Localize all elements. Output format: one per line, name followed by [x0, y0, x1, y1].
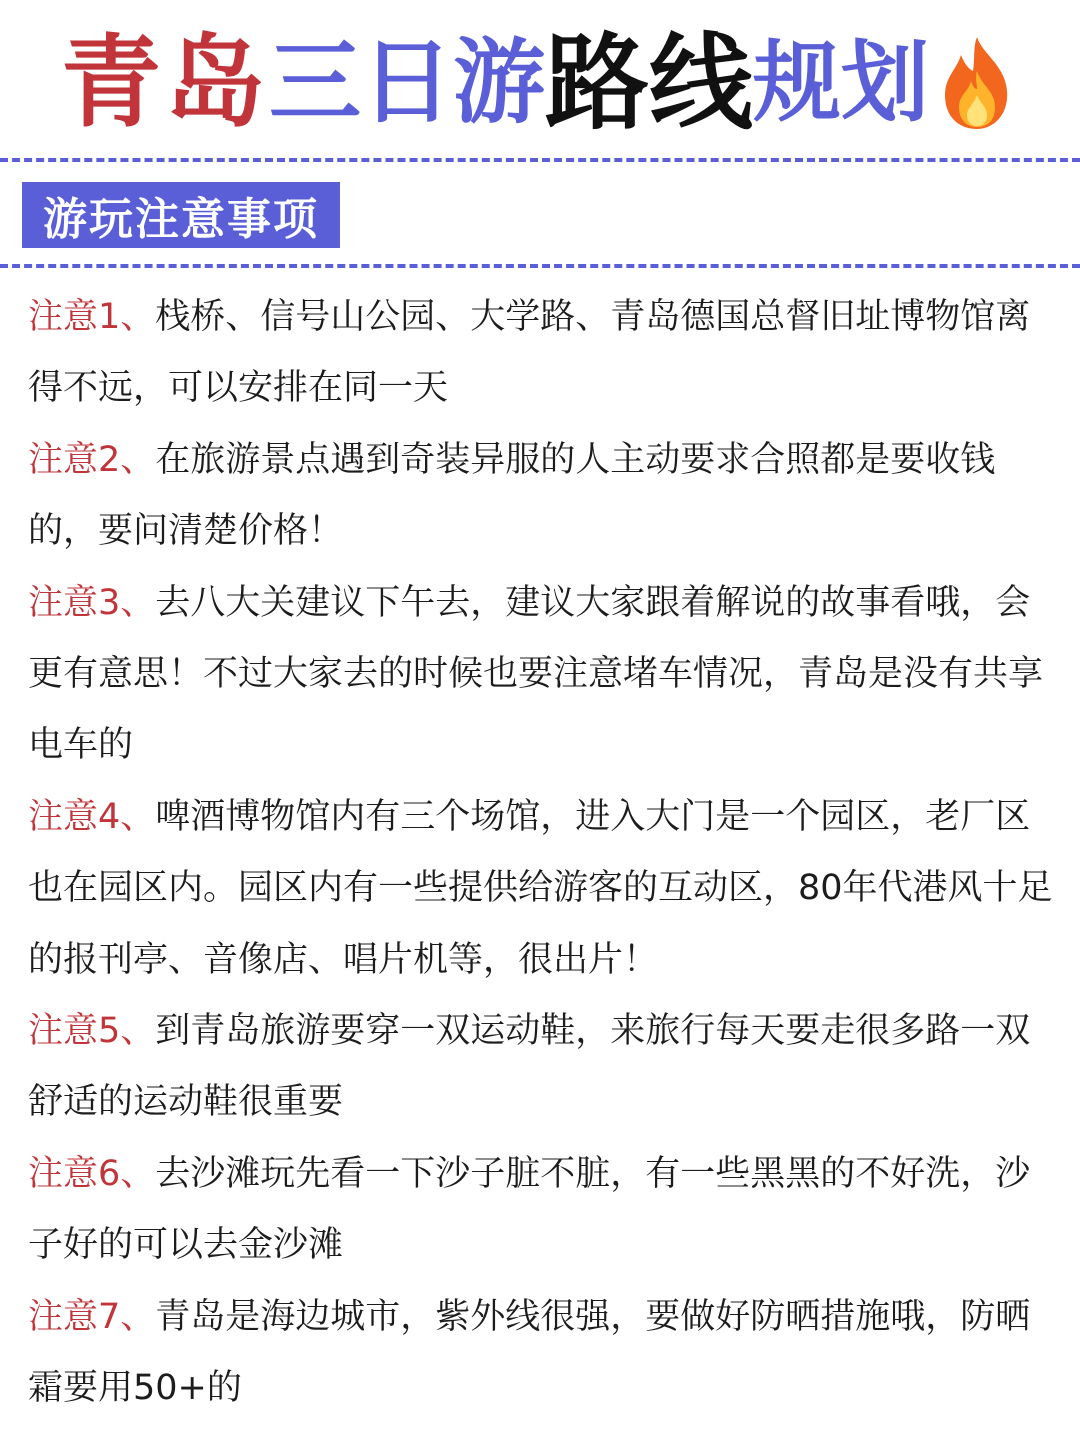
title-plan: 规划 — [753, 31, 930, 134]
note-label: 注意3、 — [28, 582, 156, 623]
note-text: 啤酒博物馆内有三个场馆，进入大门是一个园区，老厂区也在园区内。园区内有一些提供给游客的互动区，80年代港风十足的报刊亭、音像店、唱片机等，很出片！ — [28, 796, 1053, 980]
fire-icon — [935, 33, 1019, 133]
note-text: 栈桥、信号山公园、大学路、青岛德国总督旧址博物馆离得不远，可以安排在同一天 — [28, 297, 1031, 409]
note-item — [28, 1139, 1060, 1282]
note-item — [28, 1282, 1060, 1425]
section-badge: 游玩注意事项 — [22, 182, 340, 248]
title-days: 三日游 — [268, 29, 545, 136]
note-item — [28, 568, 1060, 782]
title-route: 路线 — [544, 22, 753, 144]
title-city: 青岛 — [60, 24, 269, 141]
divider-top — [0, 158, 1080, 162]
page-title — [0, 18, 1080, 148]
note-text: 去八大关建议下午去，建议大家跟着解说的故事看哦，会更有意思！不过大家去的时候也要注意堵车情况，青岛是没有共享电车的 — [28, 582, 1044, 766]
note-item — [28, 782, 1060, 996]
note-item — [28, 996, 1060, 1139]
note-text: 到青岛旅游要穿一双运动鞋，来旅行每天要走很多路一双舒适的运动鞋很重要 — [28, 1011, 1031, 1123]
note-label: 注意6、 — [28, 1153, 156, 1194]
note-label: 注意1、 — [28, 297, 156, 337]
note-text: 去沙滩玩先看一下沙子脏不脏，有一些黑黑的不好洗，沙子好的可以去金沙滩 — [28, 1153, 1031, 1266]
note-text: 在旅游景点遇到奇装异服的人主动要求合照都是要收钱的，要问清楚价格！ — [28, 439, 996, 552]
divider-bottom — [0, 264, 1080, 268]
note-label: 注意4、 — [28, 796, 156, 837]
note-item — [28, 425, 1060, 568]
notes-list — [28, 282, 1060, 1425]
note-label: 注意5、 — [28, 1011, 156, 1052]
note-label: 注意2、 — [28, 439, 156, 480]
note-item — [28, 282, 1060, 425]
note-label: 注意7、 — [28, 1296, 156, 1337]
note-text: 青岛是海边城市，紫外线很强，要做好防晒措施哦，防晒霜要用50+的 — [28, 1296, 1031, 1409]
